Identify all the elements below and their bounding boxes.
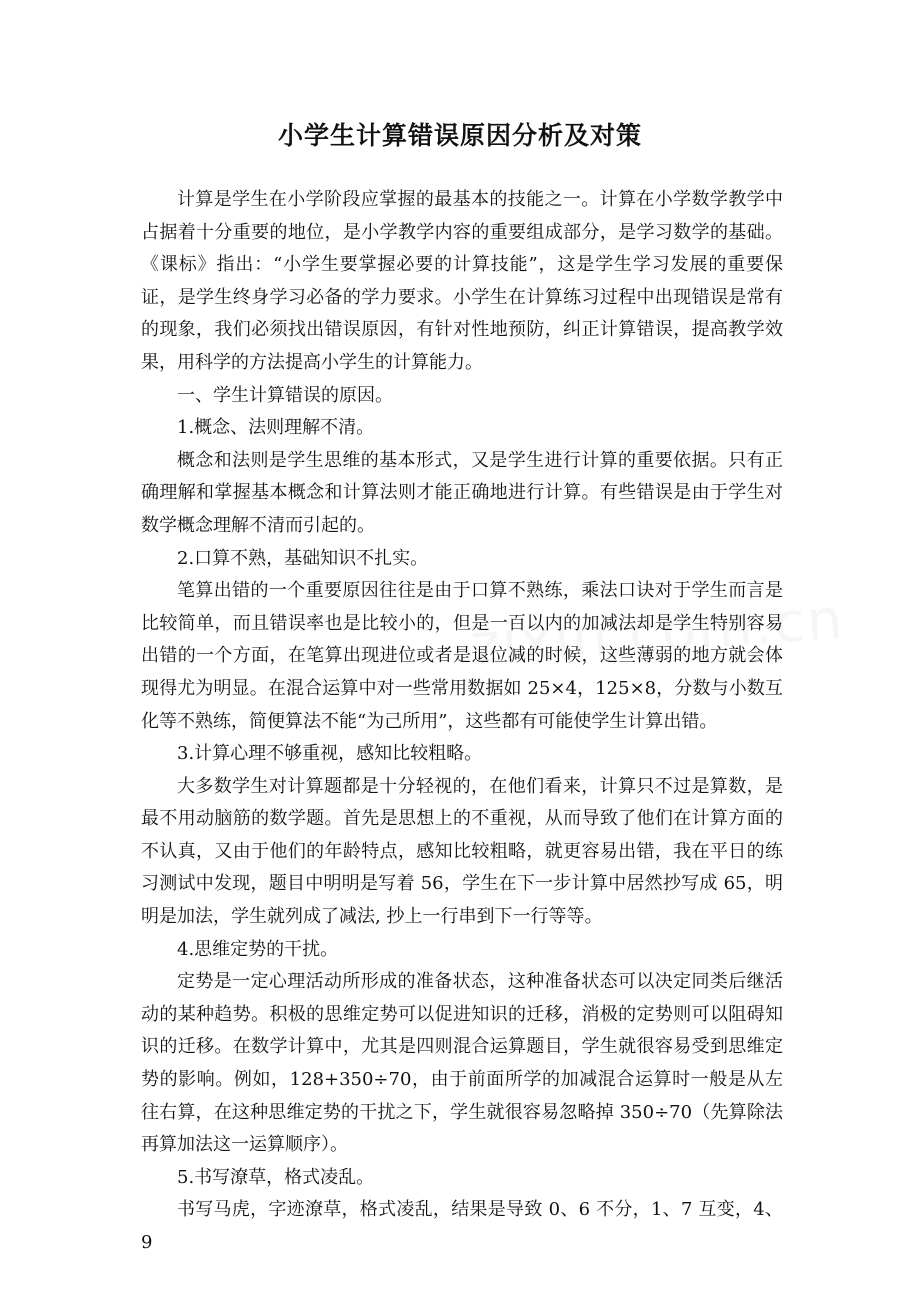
paragraph-1: 概念和法则是学生思维的基本形式，又是学生进行计算的重要依据。只有正确理解和掌握基本概念和计算法则才能正确地进行计算。有些错误是由于学生对数学概念理解不清而引起的。 (141, 449, 783, 536)
subheading-3: 3.计算心理不够重视，感知比较粗略。 (177, 743, 483, 765)
document-body (141, 184, 783, 1260)
section-heading-causes: 一、学生计算错误的原因。 (177, 384, 393, 406)
paragraph-4: 定势是一定心理活动所形成的准备状态，这种准备状态可以决定同类后继活动的某种趋势。积极的思维定势可以促进知识的迁移，消极的定势则可以阻碍知识的迁移。在数学计算中，尤其是四则混合运算题目，学生就很容易受到思维定势的影响。例如，128+350÷70，由于前面所学的加减混合运算时一般是从左往右算，在这种思维定势的干扰之下，学生就很容易忽略掉 350÷70（先算除法再算加法这一运算顺序）。 (141, 971, 783, 1156)
paragraph-3: 大多数学生对计算题都是十分轻视的，在他们看来，计算只不过是算数，是最不用动脑筋的数学题。首先是思想上的不重视，从而导致了他们在计算方面的不认真，又由于他们的年龄特点，感知比较粗略，就更容易出错，我在平日的练习测试中发现，题目中明明是写着 56，学生在下一步计算中居然抄写成 65，明明是加法，学生就列成了减法, 抄上一行串到下一行等等。 (141, 775, 783, 928)
document-title: 小学生计算错误原因分析及对策 (277, 121, 642, 150)
subheading-2: 2.口算不熟，基础知识不扎实。 (177, 547, 429, 569)
subheading-4: 4.思维定势的干扰。 (177, 938, 339, 960)
paragraph-2: 笔算出错的一个重要原因往往是由于口算不熟练，乘法口诀对于学生而言是比较简单，而且错误率也是比较小的，但是一百以内的加减法却是学生特别容易出错的一个方面，在笔算出现进位或者是退位减的时候，这些薄弱的地方就会体现得尤为明显。在混合运算中对一些常用数据如 25×4，125×8，分数与小数互化等不熟练，简便算法不能“为己所用”，这些都有可能使学生计算出错。 (141, 580, 783, 732)
subheading-1: 1.概念、法则理解不清。 (177, 417, 375, 439)
subheading-5: 5.书写潦草，格式凌乱。 (177, 1166, 375, 1188)
intro-paragraph: 计算是学生在小学阶段应掌握的最基本的技能之一。计算在小学数学教学中占据着十分重要的地位，是小学教学内容的重要组成部分，是学习数学的基础。《课标》指出：“小学生要掌握必要的计算技能”，这是学生学习发展的重要保证，是学生终身学习必备的学力要求。小学生在计算练习过程中出现错误是常有的现象，我们必须找出错误原因，有针对性地预防，纠正计算错误，提高教学效果，用科学的方法提高小学生的计算能力。 (141, 189, 783, 373)
paragraph-5: 书写马虎，字迹潦草，格式凌乱，结果是导致 0、6 不分，1、7 互变，4、9 (141, 1199, 783, 1253)
